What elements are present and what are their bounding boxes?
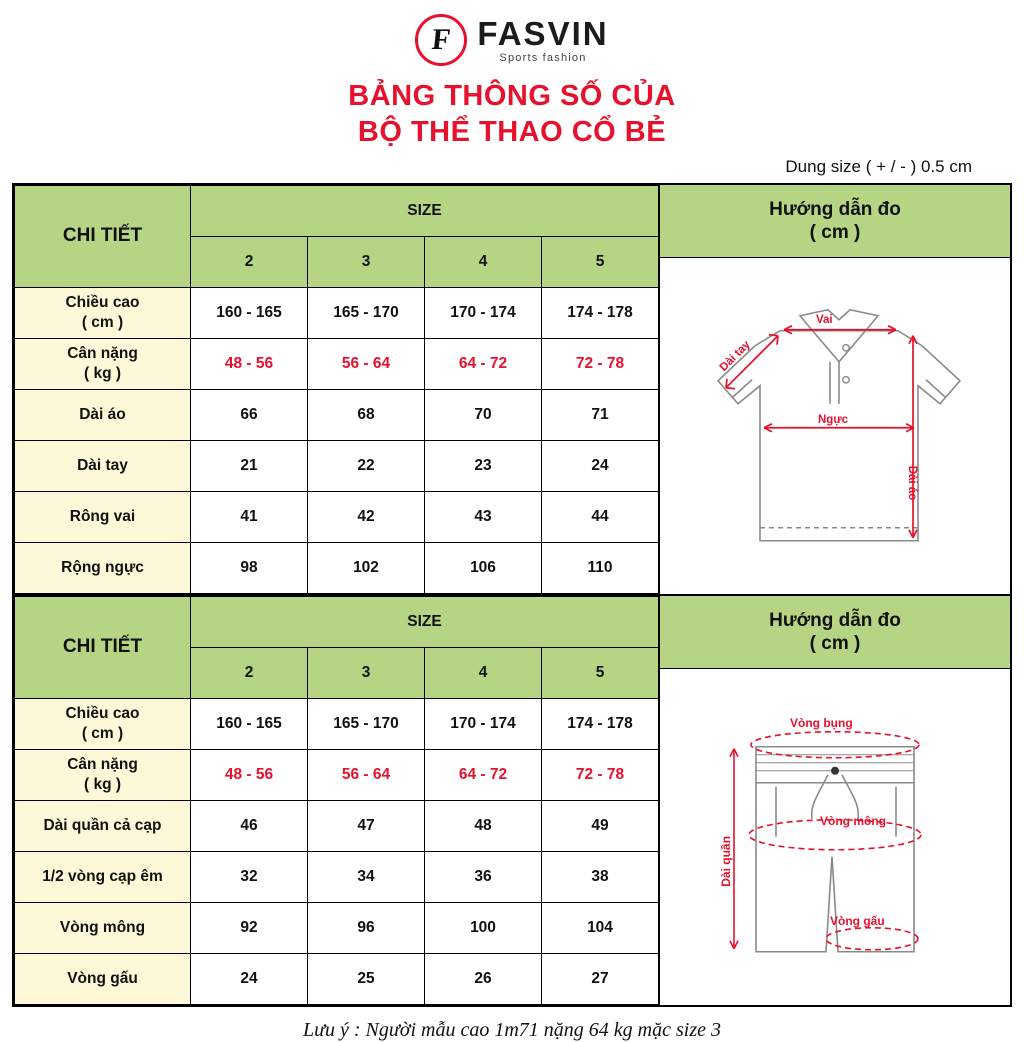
cell: 22 <box>308 440 425 491</box>
table-row <box>15 953 659 1004</box>
page-title <box>12 78 1012 151</box>
table-row <box>15 185 659 236</box>
label-shoulder: Vai <box>816 313 833 326</box>
table-row <box>15 800 659 851</box>
cell: 23 <box>425 440 542 491</box>
table-row <box>15 698 659 749</box>
table-row <box>15 440 659 491</box>
brand-tagline: Sports fashion <box>499 51 587 64</box>
table-row <box>15 338 659 389</box>
row-label: Rộng ngực <box>15 542 191 593</box>
label-waist: Vòng bụng <box>790 715 853 730</box>
shirt-size-col-5: 5 <box>542 236 659 287</box>
row-label <box>15 287 191 338</box>
cell: 70 <box>425 389 542 440</box>
cell: 56 - 64 <box>308 338 425 389</box>
shorts-size-header: SIZE <box>191 596 659 647</box>
shorts-size-table <box>14 596 659 1005</box>
shorts-size-col-3: 3 <box>308 647 425 698</box>
cell: 170 - 174 <box>425 698 542 749</box>
shirt-guide-title-line2: ( cm ) <box>809 222 861 244</box>
label-shirt-length: Dài áo <box>906 465 918 501</box>
row-label-line2: ( kg ) <box>83 364 122 382</box>
row-label-line1: Cân nặng <box>67 345 138 363</box>
cell: 24 <box>542 440 659 491</box>
shirt-size-table <box>14 185 659 594</box>
cell: 160 - 165 <box>191 287 308 338</box>
row-label-line1: Cân nặng <box>67 756 138 774</box>
cell: 43 <box>425 491 542 542</box>
cell: 98 <box>191 542 308 593</box>
cell: 170 - 174 <box>425 287 542 338</box>
row-label <box>15 749 191 800</box>
polo-shirt-illustration <box>660 258 1010 594</box>
row-label: Vòng gấu <box>15 953 191 1004</box>
shirt-size-col-3: 3 <box>308 236 425 287</box>
row-label-line1: Chiều cao <box>65 294 140 312</box>
cell: 174 - 178 <box>542 698 659 749</box>
row-label-line1: Chiều cao <box>65 705 140 723</box>
table-row <box>15 491 659 542</box>
cell: 165 - 170 <box>308 287 425 338</box>
cell: 32 <box>191 851 308 902</box>
shirt-guide-title-line1: Hướng dẫn đo <box>769 198 901 220</box>
table-row <box>15 287 659 338</box>
shorts-illustration <box>660 669 1010 1005</box>
logo-circle-icon <box>415 14 467 66</box>
cell: 47 <box>308 800 425 851</box>
shorts-diagram <box>660 669 1010 1005</box>
logo-text <box>477 14 609 64</box>
cell: 72 - 78 <box>542 338 659 389</box>
label-sleeve: Dài tay <box>717 338 753 374</box>
cell: 106 <box>425 542 542 593</box>
shorts-detail-header: CHI TIẾT <box>15 596 191 698</box>
logo-monogram: F <box>430 23 453 56</box>
cell: 48 - 56 <box>191 749 308 800</box>
table-row <box>15 902 659 953</box>
footnote: Lưu ý : Người mẫu cao 1m71 nặng 64 kg mặc size 3 <box>302 1018 721 1041</box>
shirt-guide-title <box>660 185 1010 259</box>
row-label <box>15 698 191 749</box>
cell: 24 <box>191 953 308 1004</box>
cell: 36 <box>425 851 542 902</box>
cell: 27 <box>542 953 659 1004</box>
shirt-diagram <box>660 258 1010 594</box>
cell: 26 <box>425 953 542 1004</box>
table-row <box>15 749 659 800</box>
cell: 64 - 72 <box>425 338 542 389</box>
cell: 38 <box>542 851 659 902</box>
shirt-size-header: SIZE <box>191 185 659 236</box>
cell: 92 <box>191 902 308 953</box>
cell: 44 <box>542 491 659 542</box>
row-label: Dài tay <box>15 440 191 491</box>
shorts-guide-title-line1: Hướng dẫn đo <box>769 609 901 631</box>
table-row <box>15 851 659 902</box>
shirt-detail-header: CHI TIẾT <box>15 185 191 287</box>
cell: 110 <box>542 542 659 593</box>
table-row <box>15 389 659 440</box>
label-shorts-length: Dài quần <box>719 836 733 887</box>
cell: 100 <box>425 902 542 953</box>
label-hem: Vòng gấu <box>830 913 885 928</box>
shorts-size-col-2: 2 <box>191 647 308 698</box>
brand-name: FASVIN <box>477 14 609 52</box>
label-hip: Vòng mông <box>820 813 886 828</box>
cell: 42 <box>308 491 425 542</box>
shirt-size-col-4: 4 <box>425 236 542 287</box>
shorts-size-col-4: 4 <box>425 647 542 698</box>
cell: 48 <box>425 800 542 851</box>
row-label: Vòng mông <box>15 902 191 953</box>
row-label: Dài áo <box>15 389 191 440</box>
page-title-line2: BỘ THỂ THAO CỔ BẺ <box>357 116 667 149</box>
cell: 21 <box>191 440 308 491</box>
cell: 102 <box>308 542 425 593</box>
row-label-line2: ( cm ) <box>81 313 124 331</box>
cell: 49 <box>542 800 659 851</box>
shorts-guide-title-line2: ( cm ) <box>809 633 861 655</box>
cell: 64 - 72 <box>425 749 542 800</box>
row-label: 1/2 vòng cạp êm <box>15 851 191 902</box>
cell: 165 - 170 <box>308 698 425 749</box>
label-chest: Ngực <box>818 413 849 426</box>
cell: 72 - 78 <box>542 749 659 800</box>
cell: 41 <box>191 491 308 542</box>
table-row <box>15 596 659 647</box>
row-label: Dài quần cả cạp <box>15 800 191 851</box>
page-title-line1: BẢNG THÔNG SỐ CỦA <box>348 80 676 112</box>
shirt-measure-guide <box>659 185 1010 594</box>
cell: 25 <box>308 953 425 1004</box>
row-label-line2: ( cm ) <box>81 724 124 742</box>
shorts-measure-guide <box>659 596 1010 1005</box>
shorts-size-block <box>12 596 1012 1007</box>
table-row <box>15 542 659 593</box>
cell: 56 - 64 <box>308 749 425 800</box>
cell: 34 <box>308 851 425 902</box>
cell: 104 <box>542 902 659 953</box>
shorts-size-col-5: 5 <box>542 647 659 698</box>
cell: 174 - 178 <box>542 287 659 338</box>
cell: 96 <box>308 902 425 953</box>
cell: 48 - 56 <box>191 338 308 389</box>
shirt-size-block <box>12 183 1012 596</box>
row-label: Rông vai <box>15 491 191 542</box>
cell: 66 <box>191 389 308 440</box>
shorts-guide-title <box>660 596 1010 670</box>
row-label-line2: ( kg ) <box>83 775 122 793</box>
tolerance-note: Dung size ( + / - ) 0.5 cm <box>785 156 972 176</box>
row-label <box>15 338 191 389</box>
cell: 71 <box>542 389 659 440</box>
brand-logo <box>12 8 1012 72</box>
cell: 68 <box>308 389 425 440</box>
shirt-size-col-2: 2 <box>191 236 308 287</box>
cell: 160 - 165 <box>191 698 308 749</box>
cell: 46 <box>191 800 308 851</box>
